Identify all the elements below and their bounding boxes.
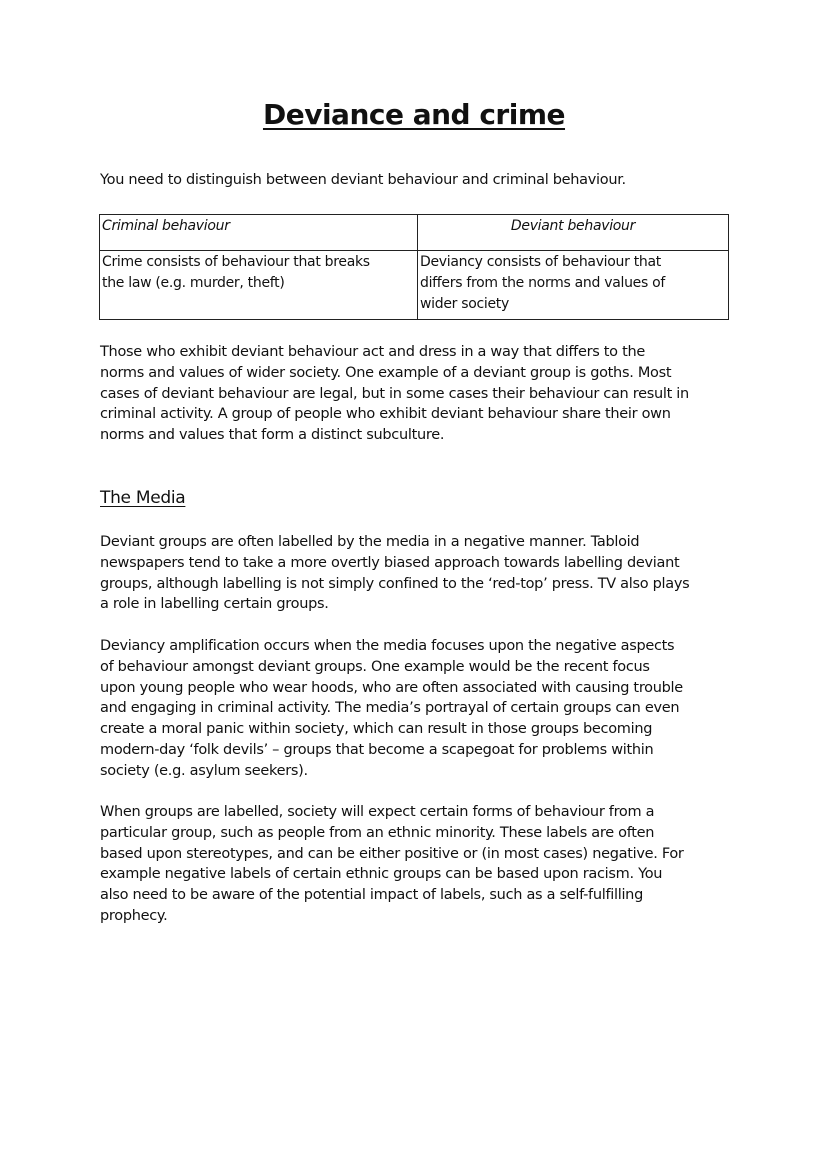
text-line: Deviant groups are often labelled by the media in a negative manner. Tabloid (100, 534, 640, 550)
text-line: When groups are labelled, society will expect certain forms of behaviour from a (100, 804, 655, 820)
text-line: norms and values of wider society. One example of a deviant group is goths. Most (100, 364, 672, 381)
text-line: cases of deviant behaviour are legal, but in some cases their behaviour can result in (100, 385, 689, 402)
section-heading-the-media: The Media (100, 488, 186, 508)
text-line: a role in labelling certain groups. (100, 596, 329, 613)
paragraph-deviancy-amplification (100, 636, 740, 782)
document-title (0, 98, 828, 131)
intro-text: You need to distinguish between deviant behaviour and criminal behaviour. (100, 172, 626, 188)
cell-line: the law (e.g. murder, theft) (102, 275, 285, 291)
text-line: modern-day ‘folk devils’ – groups that become a scapegoat for problems within (100, 741, 654, 758)
header-deviant-behaviour: Deviant behaviour (418, 215, 729, 251)
paragraph-labelling-effects (100, 802, 740, 927)
text-line: prophecy. (100, 907, 168, 924)
text-line: and engaging in criminal activity. The media’s portrayal of certain groups can even (100, 700, 680, 717)
cell-line: wider society (420, 296, 509, 312)
cell-deviant-definition (418, 251, 729, 320)
text-line: also need to be aware of the potential impact of labels, such as a self-fulfilling (100, 887, 643, 904)
text-line: norms and values that form a distinct subculture. (100, 427, 445, 444)
comparison-table (99, 214, 729, 320)
table-header-row (100, 215, 729, 251)
cell-line: Deviancy consists of behaviour that (420, 254, 661, 270)
text-line: example negative labels of certain ethnic groups can be based upon racism. You (100, 866, 663, 883)
cell-criminal-definition (100, 251, 418, 320)
text-line: based upon stereotypes, and can be either positive or (in most cases) negative. For (100, 845, 684, 862)
document-title-text: Deviance and crime (262, 98, 566, 131)
text-line: Those who exhibit deviant behaviour act and dress in a way that differs to the (100, 344, 645, 360)
text-line: groups, although labelling is not simply confined to the ‘red-top’ press. TV also plays (100, 575, 690, 592)
table-row (100, 251, 729, 320)
paragraph-deviant-behaviour (100, 342, 740, 446)
paragraph-media-labelling (100, 532, 740, 615)
text-line: upon young people who wear hoods, who are often associated with causing trouble (100, 679, 683, 696)
header-criminal-behaviour: Criminal behaviour (100, 215, 418, 251)
text-line: create a moral panic within society, which can result in those groups becoming (100, 721, 653, 738)
text-line: criminal activity. A group of people who exhibit deviant behaviour share their own (100, 406, 671, 423)
text-line: society (e.g. asylum seekers). (100, 762, 308, 779)
cell-line: Crime consists of behaviour that breaks (102, 254, 370, 270)
text-line: of behaviour amongst deviant groups. One example would be the recent focus (100, 658, 650, 675)
text-line: Deviancy amplification occurs when the media focuses upon the negative aspects (100, 638, 675, 654)
text-line: newspapers tend to take a more overtly biased approach towards labelling deviant (100, 554, 680, 571)
text-line: particular group, such as people from an ethnic minority. These labels are often (100, 824, 655, 841)
cell-line: differs from the norms and values of (420, 275, 666, 291)
